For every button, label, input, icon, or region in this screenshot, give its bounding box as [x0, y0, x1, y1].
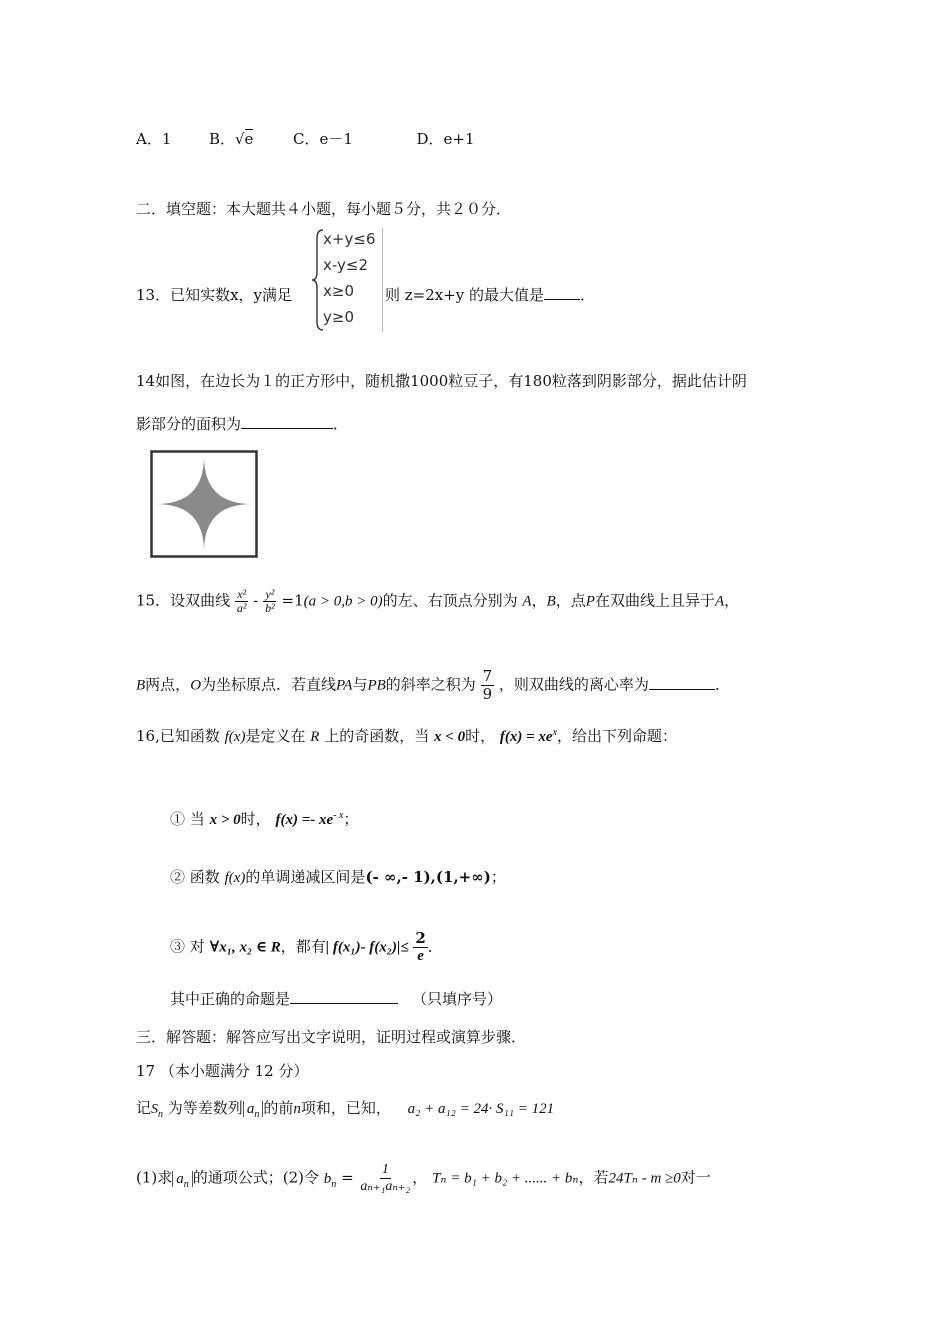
frac-2-e: $\frac{2}{e}$: [415, 929, 426, 964]
options-line: [136, 128, 474, 149]
constraint-3: x≥0: [323, 282, 354, 300]
frac-x2-a2: $\frac{\text{x²}}{\text{a²}}$: [236, 587, 247, 615]
option-a: A．1: [136, 130, 172, 148]
q14-line2: 影部分的面积为 ．: [136, 415, 349, 433]
constraint-4: y≥0: [323, 308, 354, 326]
q15-line2: B两点，O为坐标原点．若直线PA与PB的斜率之积为 $\frac{7}{9}$ ，则双曲线的离心率为 ．: [136, 667, 730, 703]
q17-title: 17 （本小题满分 12 分）: [136, 1062, 309, 1080]
proposition-3: ③ 对 ∀x₁, x₂ ∈ R，都有| f(x₁)- f(x₂)|≤ $\frac{2}{e}$ ．: [170, 929, 443, 964]
constraint-2: x-y≤2: [323, 256, 369, 274]
correct-props-line: 其中正确的命题是 （只填序号）: [170, 990, 503, 1008]
frac-7-9: $\frac{7}{9}$: [482, 667, 493, 703]
q14-answer-blank[interactable]: [241, 428, 333, 429]
q13-suffix: 则 z=2x+y 的最大值是 ．: [385, 286, 596, 304]
q17-line2: (1)求 $a_n$ 的通项公式；(2)令 $b_n$ = $\frac{1}{\text{aₙ₊₁aₙ₊₂}}$ ， Tₙ = b₁ + b₂ + ...... + bₙ，若24Tₙ - m ≥0对一: [136, 1162, 711, 1194]
section-3-heading: 三．解答题：解答应写出文字说明，证明过程或演算步骤．: [136, 1028, 527, 1046]
q16-statement: 16,已知函数 f(x)是定义在 R 上的奇函数，当 x < 0时， $f(x) = xe^x$，给出下列命题：: [136, 727, 678, 745]
q15-line1: 15．设双曲线 $\frac{\text{x²}}{\text{a²}}$ - $\frac{\text{y²}}{\text{b²}}$ =1(a > 0,b > 0)的左、右顶点分别为 A，B，点P在双曲线上且异于A，: [136, 587, 740, 615]
frac-y2-b2: $\frac{\text{y²}}{\text{b²}}$: [265, 587, 275, 615]
proposition-2: ② 函数 f(x)的单调递减区间是(- ∞,- 1),(1,+∞)；: [170, 868, 506, 886]
q13-prefix: 13．已知实数x，y满足: [136, 286, 293, 304]
option-d: D．e+1: [416, 130, 475, 148]
q14-line1: 14如图，在边长为１的正方形中，随机撒1000粒豆子，有180粒落到阴影部分，据此估计阴: [136, 372, 747, 390]
proposition-1: ① 当 x > 0时， $f(x) =- xe^{- x}$；: [170, 810, 359, 828]
q13-constraint-system: [311, 228, 383, 332]
frac-bn: $\frac{1}{\text{aₙ₊₁aₙ₊₂}}$: [360, 1162, 411, 1194]
option-c: C．e－1: [293, 130, 353, 148]
constraint-1: x+y≤6: [323, 230, 376, 248]
q13-answer-blank[interactable]: [544, 299, 580, 300]
q17-line1: 记$S_n$ 为等差数列 $a_n$ 的前n项和，已知， a₂ + a₁₂ = 24· S₁₁ = 121: [136, 1099, 555, 1120]
square-figure: [150, 450, 258, 558]
q15-answer-blank[interactable]: [649, 689, 715, 690]
correct-props-blank[interactable]: [290, 1003, 398, 1004]
section-2-heading: 二．填空题：本大题共４小题，每小题５分，共２０分．: [136, 200, 512, 218]
option-b: B．√e: [208, 130, 254, 148]
